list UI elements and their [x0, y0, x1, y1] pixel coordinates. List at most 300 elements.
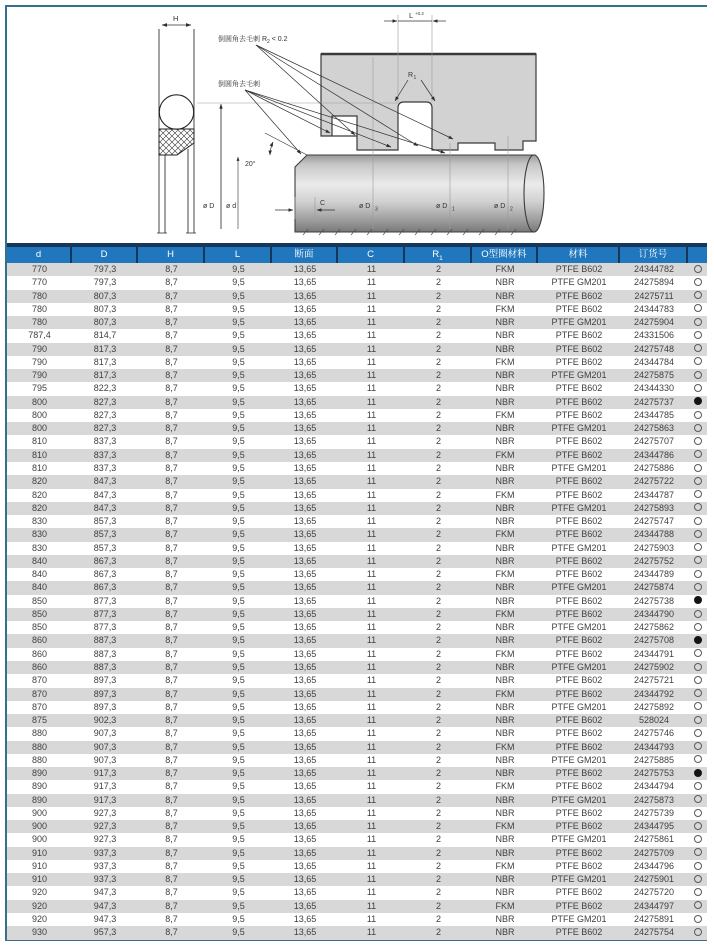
cell: 860 — [31, 635, 48, 646]
cell: 11 — [366, 847, 377, 858]
cell: 11 — [366, 502, 377, 513]
cell: 2 — [435, 409, 441, 420]
cell: 8,7 — [165, 794, 178, 805]
cell: 850 — [31, 608, 48, 619]
cell: NBR — [495, 622, 515, 633]
cell: 907,3 — [93, 754, 117, 765]
cell: 13,65 — [293, 277, 317, 288]
cell: 24331506 — [633, 330, 675, 341]
table-row — [7, 502, 707, 515]
cell: 8,7 — [165, 874, 178, 885]
cell: NBR — [495, 370, 515, 381]
stock-cell — [688, 515, 707, 528]
cell: 24275754 — [633, 927, 675, 938]
cell: 13,65 — [293, 502, 317, 513]
stock-cell — [688, 820, 707, 833]
stock-cell — [688, 727, 707, 740]
cell: 24275874 — [633, 582, 675, 593]
cell: 8,7 — [165, 728, 178, 739]
stock-indicator-filled — [694, 769, 702, 777]
cell: 9,5 — [232, 555, 245, 566]
cell: PTFE GM201 — [551, 661, 607, 672]
cell: FKM — [495, 781, 515, 792]
cell: 11 — [366, 317, 377, 328]
cell: 11 — [366, 807, 377, 818]
stock-indicator-empty — [694, 556, 702, 564]
cell: 24344795 — [633, 821, 675, 832]
cell: 24344790 — [633, 608, 675, 619]
cell: 24275721 — [633, 675, 675, 686]
cell: 817,3 — [93, 370, 117, 381]
cell: PTFE B602 — [555, 595, 603, 606]
cell: PTFE B602 — [555, 569, 603, 580]
cell: 8,7 — [165, 343, 178, 354]
cell: 770 — [31, 277, 48, 288]
cell: 8,7 — [165, 423, 178, 434]
cell: 880 — [31, 741, 48, 752]
cell: 2 — [435, 569, 441, 580]
cell: 797,3 — [93, 277, 117, 288]
cell: 11 — [366, 383, 377, 394]
cell: 837,3 — [93, 449, 117, 460]
cell: 13,65 — [293, 396, 317, 407]
stock-indicator-empty — [694, 344, 702, 352]
stock-indicator-empty — [694, 437, 702, 445]
cell: 8,7 — [165, 555, 178, 566]
table-row — [7, 276, 707, 289]
cell: 9,5 — [232, 754, 245, 765]
cell: 9,5 — [232, 502, 245, 513]
cell: 9,5 — [232, 516, 245, 527]
cell: 797,3 — [93, 264, 117, 274]
cell: PTFE B602 — [555, 383, 603, 394]
cell: 840 — [31, 569, 48, 580]
cell: PTFE B602 — [555, 529, 603, 540]
cell: 2 — [435, 794, 441, 805]
cell: NBR — [495, 542, 515, 553]
cell: 2 — [435, 622, 441, 633]
cell: 11 — [366, 343, 377, 354]
cell: 887,3 — [93, 648, 117, 659]
cell: 24344783 — [633, 303, 675, 314]
c-dim-label: C — [320, 200, 326, 207]
table-row — [7, 356, 707, 369]
cell: PTFE GM201 — [551, 502, 607, 513]
cell: 13,65 — [293, 754, 317, 765]
r1-sub-label: 1 — [413, 75, 417, 81]
table-row — [7, 528, 707, 541]
cell: PTFE B602 — [555, 608, 603, 619]
table-row — [7, 913, 707, 926]
cell: 860 — [31, 648, 48, 659]
cell: 2 — [435, 317, 441, 328]
cell: 9,5 — [232, 781, 245, 792]
cell: 11 — [366, 728, 377, 739]
cell: 24344791 — [633, 648, 675, 659]
cell: 2 — [435, 688, 441, 699]
stock-indicator-empty — [694, 729, 702, 737]
column-header: d — [7, 247, 72, 263]
cell: NBR — [495, 277, 515, 288]
cell: 8,7 — [165, 396, 178, 407]
cell: 24275722 — [633, 476, 675, 487]
column-header: 断面 — [272, 247, 338, 263]
cell: 24344330 — [633, 383, 675, 394]
stock-cell — [688, 714, 707, 727]
stock-indicator-empty — [694, 543, 702, 551]
cell: 9,5 — [232, 847, 245, 858]
cell: 2 — [435, 370, 441, 381]
cell: 24275747 — [633, 516, 675, 527]
cell: 11 — [366, 768, 377, 779]
cell: 9,5 — [232, 396, 245, 407]
cell: 900 — [31, 807, 48, 818]
cell: 795 — [31, 383, 48, 394]
stock-cell — [688, 741, 707, 754]
cell: 8,7 — [165, 834, 178, 845]
cell: PTFE B602 — [555, 356, 603, 367]
stock-indicator-empty — [694, 265, 702, 273]
cell: 810 — [31, 462, 48, 473]
cell: 13,65 — [293, 317, 317, 328]
cell: FKM — [495, 569, 515, 580]
cell: 890 — [31, 794, 48, 805]
cell: 13,65 — [293, 436, 317, 447]
cell: 13,65 — [293, 847, 317, 858]
cell: PTFE GM201 — [551, 622, 607, 633]
cell: 8,7 — [165, 595, 178, 606]
cell: 13,65 — [293, 675, 317, 686]
cell: 13,65 — [293, 741, 317, 752]
cell: PTFE GM201 — [551, 582, 607, 593]
cell: PTFE B602 — [555, 303, 603, 314]
cell: 8,7 — [165, 569, 178, 580]
cell: 920 — [31, 914, 48, 925]
cell: 11 — [366, 715, 377, 726]
stock-cell — [688, 648, 707, 661]
table-row — [7, 847, 707, 860]
stock-cell — [688, 688, 707, 701]
cell: 9,5 — [232, 317, 245, 328]
cell: FKM — [495, 608, 515, 619]
cell: 11 — [366, 396, 377, 407]
stock-cell — [688, 276, 707, 289]
cell: 9,5 — [232, 423, 245, 434]
cell: PTFE B602 — [555, 847, 603, 858]
cell: 9,5 — [232, 595, 245, 606]
cell: 13,65 — [293, 807, 317, 818]
cell: 2 — [435, 476, 441, 487]
cell: 9,5 — [232, 807, 245, 818]
cell: 900 — [31, 821, 48, 832]
stock-cell — [688, 502, 707, 515]
cell: 830 — [31, 542, 48, 553]
cell: 2 — [435, 502, 441, 513]
table-row — [7, 900, 707, 913]
cell: FKM — [495, 303, 515, 314]
cell: 2 — [435, 277, 441, 288]
cell: NBR — [495, 317, 515, 328]
cell: 2 — [435, 303, 441, 314]
cell: FKM — [495, 860, 515, 871]
cell: FKM — [495, 688, 515, 699]
cell: 8,7 — [165, 900, 178, 911]
cell: 11 — [366, 582, 377, 593]
stock-indicator-empty — [694, 331, 702, 339]
cell: 830 — [31, 516, 48, 527]
cell: NBR — [495, 635, 515, 646]
cell: 8,7 — [165, 821, 178, 832]
cell: 2 — [435, 821, 441, 832]
cell: PTFE GM201 — [551, 914, 607, 925]
stock-indicator-filled — [694, 397, 702, 405]
cell: 957,3 — [93, 927, 117, 938]
cell: PTFE B602 — [555, 715, 603, 726]
rod — [295, 155, 544, 235]
cell: 857,3 — [93, 542, 117, 553]
cell: 920 — [31, 887, 48, 898]
cell: 8,7 — [165, 741, 178, 752]
cell: 13,65 — [293, 608, 317, 619]
cell: 9,5 — [232, 462, 245, 473]
cell: 2 — [435, 860, 441, 871]
cell: 24275861 — [633, 834, 675, 845]
cell: 8,7 — [165, 356, 178, 367]
cell: 13,65 — [293, 768, 317, 779]
cell: PTFE GM201 — [551, 317, 607, 328]
cell: 13,65 — [293, 370, 317, 381]
stock-cell — [688, 886, 707, 899]
cell: 11 — [366, 290, 377, 301]
stock-cell — [688, 900, 707, 913]
cell: 870 — [31, 675, 48, 686]
table-row — [7, 661, 707, 674]
cell: NBR — [495, 768, 515, 779]
cell: 2 — [435, 396, 441, 407]
column-header: 材料 — [538, 247, 620, 263]
cell: 800 — [31, 396, 48, 407]
cell: NBR — [495, 343, 515, 354]
table-row — [7, 568, 707, 581]
cell: 11 — [366, 701, 377, 712]
dia-d3-sub: 3 — [375, 206, 378, 213]
cell: 24275875 — [633, 370, 675, 381]
cell: 2 — [435, 343, 441, 354]
cell: NBR — [495, 728, 515, 739]
table-row — [7, 449, 707, 462]
cell: 2 — [435, 608, 441, 619]
table-row — [7, 621, 707, 634]
stock-indicator-empty — [694, 702, 702, 710]
cell: 887,3 — [93, 635, 117, 646]
cell: 9,5 — [232, 409, 245, 420]
deburr-r2-label: 倒圆角去毛刺 R — [218, 36, 267, 43]
table-row — [7, 820, 707, 833]
svg-text:倒圆角去毛刺 R2 < 0.2: 倒圆角去毛刺 $R_2 < 0.2$ — [218, 36, 288, 45]
cell: PTFE B602 — [555, 264, 603, 274]
stock-indicator-empty — [694, 928, 702, 936]
column-header: D — [72, 247, 138, 263]
cell: 9,5 — [232, 794, 245, 805]
cell: 11 — [366, 648, 377, 659]
stock-cell — [688, 767, 707, 780]
cell: 13,65 — [293, 794, 317, 805]
cell: 11 — [366, 754, 377, 765]
cell: 817,3 — [93, 356, 117, 367]
stock-indicator-empty — [694, 464, 702, 472]
cell: PTFE B602 — [555, 436, 603, 447]
cell: 897,3 — [93, 688, 117, 699]
cell: 2 — [435, 635, 441, 646]
cell: 24344784 — [633, 356, 675, 367]
cell: PTFE B602 — [555, 741, 603, 752]
cell: 11 — [366, 874, 377, 885]
cell: NBR — [495, 847, 515, 858]
cell: 860 — [31, 661, 48, 672]
stock-cell — [688, 701, 707, 714]
cell: 11 — [366, 516, 377, 527]
cell: PTFE GM201 — [551, 834, 607, 845]
cell: 11 — [366, 449, 377, 460]
column-header — [688, 247, 707, 263]
stock-indicator-empty — [694, 901, 702, 909]
cell: 2 — [435, 874, 441, 885]
drawing-svg — [7, 7, 707, 243]
stock-indicator-empty — [694, 755, 702, 763]
stock-cell — [688, 847, 707, 860]
cell: PTFE B602 — [555, 900, 603, 911]
cell: PTFE B602 — [555, 648, 603, 659]
cell: 13,65 — [293, 927, 317, 938]
cell: 11 — [366, 661, 377, 672]
cell: 13,65 — [293, 728, 317, 739]
cell: 11 — [366, 277, 377, 288]
cell: 9,5 — [232, 303, 245, 314]
cell: 927,3 — [93, 807, 117, 818]
cell: 2 — [435, 781, 441, 792]
cell: 8,7 — [165, 701, 178, 712]
stock-cell — [688, 542, 707, 555]
stock-indicator-empty — [694, 318, 702, 326]
cell: 24275739 — [633, 807, 675, 818]
cell: 800 — [31, 423, 48, 434]
cell: 24275904 — [633, 317, 675, 328]
cell: 9,5 — [232, 582, 245, 593]
cell: 9,5 — [232, 383, 245, 394]
cell: 13,65 — [293, 569, 317, 580]
cell: 13,65 — [293, 330, 317, 341]
cell: 528024 — [638, 715, 670, 726]
stock-indicator-empty — [694, 875, 702, 883]
cell: 2 — [435, 423, 441, 434]
cell: 2 — [435, 330, 441, 341]
cell: 13,65 — [293, 860, 317, 871]
stock-cell — [688, 489, 707, 502]
cell: 8,7 — [165, 449, 178, 460]
cell: 13,65 — [293, 529, 317, 540]
cell: 8,7 — [165, 754, 178, 765]
table-row — [7, 926, 707, 939]
cell: 9,5 — [232, 635, 245, 646]
table-row — [7, 807, 707, 820]
cell: 780 — [31, 317, 48, 328]
l-dim-label: L — [409, 11, 414, 20]
table-row — [7, 263, 707, 276]
cell: 8,7 — [165, 715, 178, 726]
cell: PTFE B602 — [555, 476, 603, 487]
cell: 13,65 — [293, 834, 317, 845]
table-row — [7, 396, 707, 409]
table-row — [7, 608, 707, 621]
cell: 8,7 — [165, 768, 178, 779]
cell: 807,3 — [93, 303, 117, 314]
cell: 9,5 — [232, 675, 245, 686]
cell: 11 — [366, 370, 377, 381]
cell: 11 — [366, 462, 377, 473]
cell: PTFE B602 — [555, 409, 603, 420]
cell: 2 — [435, 436, 441, 447]
cell: 837,3 — [93, 436, 117, 447]
cell: 9,5 — [232, 768, 245, 779]
table-row — [7, 303, 707, 316]
cell: PTFE B602 — [555, 688, 603, 699]
stock-cell — [688, 661, 707, 674]
cell: 24275863 — [633, 423, 675, 434]
cell: 13,65 — [293, 900, 317, 911]
cell: 24275903 — [633, 542, 675, 553]
dia-d2-label: ø D — [494, 203, 506, 210]
cell: 9,5 — [232, 900, 245, 911]
cell: 887,3 — [93, 661, 117, 672]
cell: NBR — [495, 661, 515, 672]
stock-indicator-empty — [694, 411, 702, 419]
stock-indicator-empty — [694, 915, 702, 923]
stock-cell — [688, 409, 707, 422]
cell: 9,5 — [232, 343, 245, 354]
stock-cell — [688, 303, 707, 316]
stock-indicator-empty — [694, 424, 702, 432]
cell: 11 — [366, 476, 377, 487]
cell: NBR — [495, 874, 515, 885]
cell: 13,65 — [293, 555, 317, 566]
cell: 11 — [366, 887, 377, 898]
cell: 13,65 — [293, 595, 317, 606]
cell: 24275753 — [633, 768, 675, 779]
cell: 13,65 — [293, 821, 317, 832]
table-row — [7, 409, 707, 422]
stock-cell — [688, 873, 707, 886]
table-row — [7, 435, 707, 448]
cell: 870 — [31, 688, 48, 699]
stock-indicator-empty — [694, 371, 702, 379]
stock-indicator-empty — [694, 649, 702, 657]
cell: PTFE B602 — [555, 516, 603, 527]
table-row — [7, 329, 707, 342]
cell: 13,65 — [293, 264, 317, 274]
cell: 11 — [366, 900, 377, 911]
stock-cell — [688, 382, 707, 395]
cell: FKM — [495, 489, 515, 500]
cell: 11 — [366, 489, 377, 500]
cell: NBR — [495, 516, 515, 527]
stock-indicator-empty — [694, 503, 702, 511]
cell: 8,7 — [165, 648, 178, 659]
cell: 24275738 — [633, 595, 675, 606]
cell: 790 — [31, 356, 48, 367]
cell: 13,65 — [293, 542, 317, 553]
cell: 827,3 — [93, 409, 117, 420]
cell: 2 — [435, 595, 441, 606]
